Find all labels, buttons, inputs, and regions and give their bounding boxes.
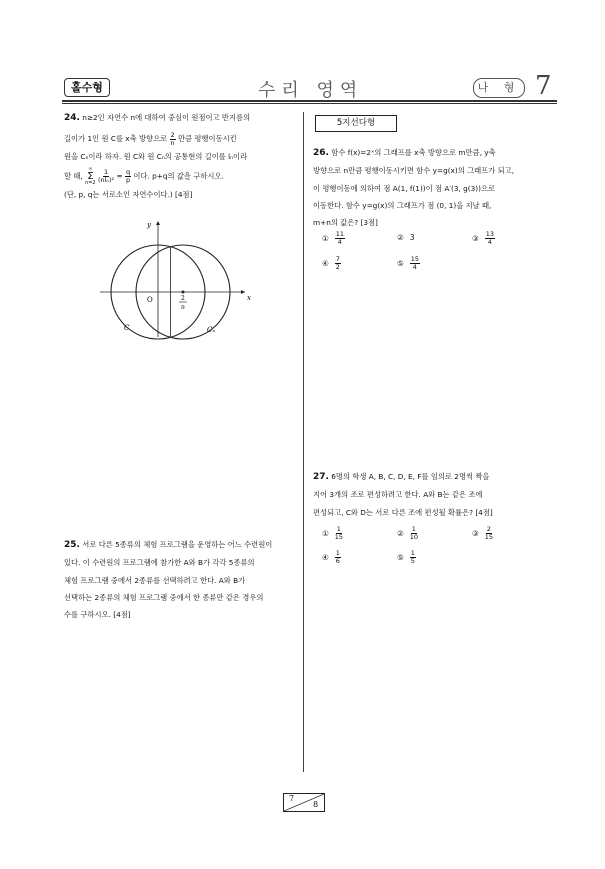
x-axis-label: x	[247, 294, 251, 302]
q24-fraction: $\frac{2}{n}$	[170, 130, 175, 147]
q26-line2: 방향으로 n만큼 평행이동시키면 함수 y=g(x)의 그래프가 되고,	[313, 166, 515, 176]
q25-line2: 있다. 이 수련원의 프로그램에 참가한 A와 B가 각각 5종류의	[64, 558, 255, 568]
q24-line2b: 만큼 평행이동시킨	[178, 134, 237, 144]
form-type-label: 나 형	[473, 78, 525, 98]
q27-line3: 편성되고, C와 D는 서로 다른 조에 편성될 확률은? [4점]	[313, 507, 493, 517]
circle-cn-label: Cₙ	[207, 326, 216, 334]
q27-option-3[interactable]: ③ $\frac{2}{15}$	[472, 525, 494, 541]
q26-line3: 이 평행이동에 의하여 점 A(1, f(1))이 점 A′(3, g(3))으로	[313, 183, 496, 193]
q27-line1: 6명의 학생 A, B, C, D, E, F를 임의로 2명씩 짝을	[331, 472, 490, 481]
question-27	[313, 468, 559, 521]
q26-option-4[interactable]: ④ $\frac{7}{2}$	[322, 255, 340, 271]
q27-line2: 지어 3개의 조로 편성하려고 한다. A와 B는 같은 조에	[313, 490, 483, 500]
sum-term: $\frac{1}{\text{(nlₙ)²}}$	[97, 167, 115, 184]
equals-sign: =	[116, 171, 123, 181]
column-divider	[303, 112, 304, 772]
q27-option-1[interactable]: ① $\frac{1}{15}$	[322, 525, 344, 541]
q24-line5: (단, p, q는 서로소인 자연수이다.) [4점]	[64, 189, 193, 199]
q24-line4c: 이다. p+q의 값을 구하시오.	[133, 171, 224, 181]
page-indicator	[283, 793, 325, 812]
origin-label: O	[147, 296, 153, 304]
q24-line4a: 할 때,	[64, 171, 83, 181]
current-page: 7	[289, 794, 295, 803]
q26-option-1[interactable]: ① $\frac{11}{4}$	[322, 230, 345, 246]
q25-line3: 체험 프로그램 중에서 2종류를 선택하려고 한다. A와 B가	[64, 575, 246, 585]
q24-line1: n≥2인 자연수 n에 대하여 중심이 원점이고 반지름의	[82, 113, 251, 122]
q25-line1: 서로 다른 5종류의 체험 프로그램을 운영하는 어느 수련원이	[82, 540, 273, 549]
q26-option-3[interactable]: ③ $\frac{13}{4}$	[472, 230, 495, 246]
question-number: 25.	[64, 540, 80, 550]
total-pages: 8	[313, 800, 319, 809]
section-label: 5지선다형	[315, 115, 397, 132]
q26-line4: 이동한다. 함수 y=g(x)의 그래프가 점 (0, 1)을 지날 때,	[313, 200, 492, 210]
header-rule-thin	[62, 103, 557, 104]
q26-option-5[interactable]: ⑤ $\frac{15}{4}$	[397, 255, 420, 271]
question-number: 27.	[313, 472, 329, 482]
question-26	[313, 144, 559, 231]
y-axis-label: y	[147, 221, 151, 229]
summation: ∞ Σ n=2	[85, 165, 96, 186]
q26-line1: 함수 f(x)=2ˣ의 그래프를 x축 방향으로 m만큼, y축	[331, 148, 496, 157]
q25-line5: 수를 구하시오. [4점]	[64, 610, 131, 620]
q27-option-4[interactable]: ④ $\frac{1}{6}$	[322, 549, 340, 565]
q24-line2a: 길이가 1인 원 C를 x축 방향으로	[64, 134, 168, 144]
q27-option-5[interactable]: ⑤ $\frac{1}{5}$	[397, 549, 415, 565]
q26-line5: m+n의 값은? [3점]	[313, 218, 378, 228]
tick-denominator: n	[181, 304, 185, 311]
q27-option-2[interactable]: ② $\frac{1}{10}$	[397, 525, 419, 541]
question-number: 26.	[313, 148, 329, 158]
tick-numerator: 2	[181, 295, 185, 302]
exam-type-badge: 홀수형	[64, 78, 110, 97]
rhs-fraction: $\frac{q}{p}$	[125, 167, 131, 184]
subject-title: 수리 영역	[258, 80, 364, 101]
question-number: 24.	[64, 113, 80, 123]
question-24	[64, 109, 296, 203]
question-25	[64, 536, 300, 623]
page-number: 7	[535, 71, 552, 101]
q26-option-2[interactable]: ② 3	[397, 233, 415, 242]
q25-line4: 선택하는 2종류의 체험 프로그램 중에서 한 종류만 같은 경우의	[64, 592, 264, 602]
q24-line3: 원을 Cₙ이라 하자. 원 C와 원 Cₙ의 공통현의 길이를 lₙ이라	[64, 151, 248, 161]
circles-figure	[95, 215, 260, 340]
circle-c-label: C	[124, 324, 130, 332]
